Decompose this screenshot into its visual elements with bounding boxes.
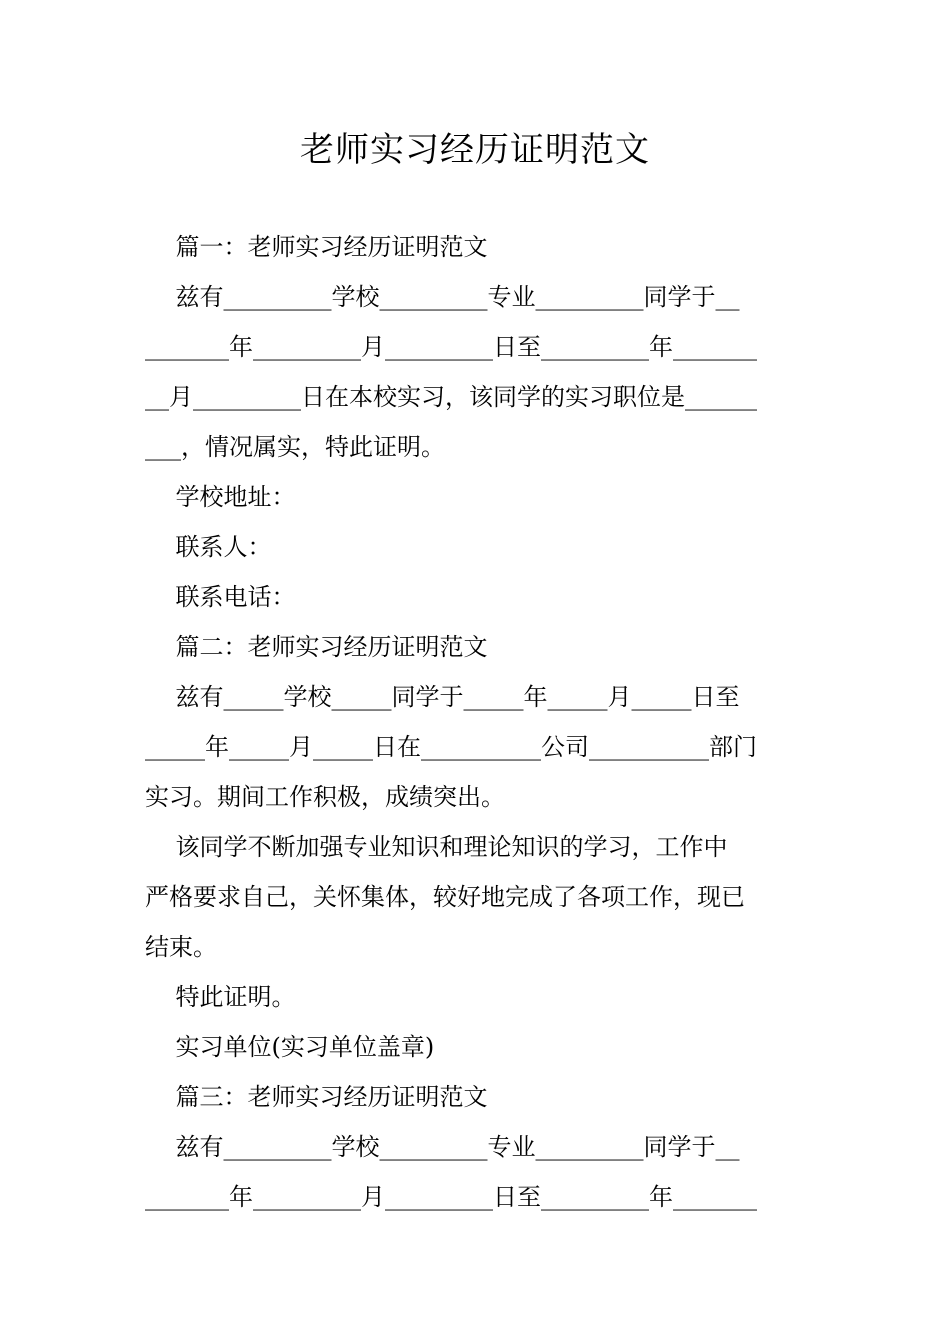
document-title: 老师实习经历证明范文 (300, 130, 650, 170)
paragraph-line: ___，情况属实，特此证明。 (145, 433, 445, 461)
paragraph-line: _____年_____月_____日在__________公司__________部门 (145, 733, 757, 761)
school-address-label: 学校地址： (145, 483, 296, 511)
paragraph-line: 兹有_____学校_____同学于_____年_____月_____日至 (145, 683, 740, 711)
certification-line: 特此证明。 (145, 983, 296, 1011)
section-two-heading: 篇二：老师实习经历证明范文 (145, 633, 488, 661)
paragraph-line: 该同学不断加强专业知识和理论知识的学习，工作中 (145, 833, 728, 861)
paragraph-line: _______年_________月_________日至_________年_______ (145, 1183, 757, 1211)
contact-person-label: 联系人： (145, 533, 272, 561)
section-one-heading: 篇一：老师实习经历证明范文 (145, 233, 488, 261)
internship-unit-line: 实习单位(实习单位盖章) (145, 1033, 435, 1061)
paragraph-line: 兹有_________学校_________专业_________同学于__ (145, 283, 740, 311)
paragraph-line: __月_________日在本校实习，该同学的实习职位是______ (145, 383, 757, 411)
paragraph-line: 实习。期间工作积极，成绩突出。 (145, 783, 505, 811)
paragraph-line: _______年_________月_________日至_________年_______ (145, 333, 757, 361)
section-three-heading: 篇三：老师实习经历证明范文 (145, 1083, 488, 1111)
paragraph-line: 兹有_________学校_________专业_________同学于__ (145, 1133, 740, 1161)
paragraph-line: 结束。 (145, 933, 217, 961)
paragraph-line: 严格要求自己，关怀集体，较好地完成了各项工作，现已 (145, 883, 745, 911)
contact-phone-label: 联系电话： (145, 583, 296, 611)
